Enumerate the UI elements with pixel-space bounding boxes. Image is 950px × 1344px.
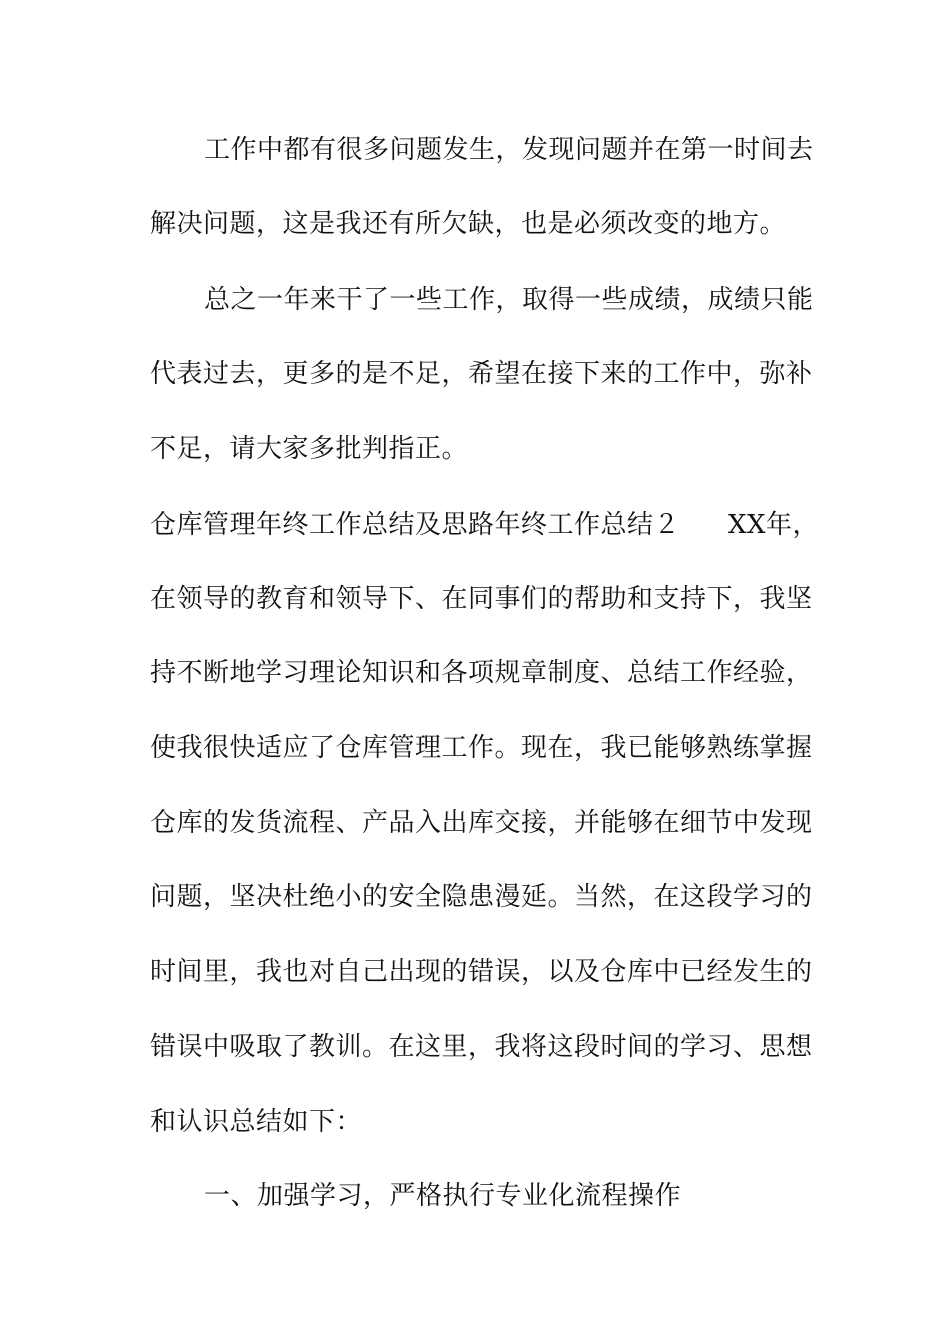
section-heading: 一、加强学习，严格执行专业化流程操作 (204, 1181, 682, 1211)
paragraph-line: 解决问题，这是我还有所欠缺，也是必须改变的地方。 (150, 209, 787, 239)
section-title-tail: XX年， (728, 510, 820, 540)
paragraph-line: 在领导的教育和领导下、在同事们的帮助和支持下，我坚 (150, 584, 813, 614)
paragraph-line: 代表过去，更多的是不足，希望在接下来的工作中，弥补 (150, 359, 813, 389)
paragraph-line: 总之一年来干了一些工作，取得一些成绩，成绩只能 (204, 285, 814, 315)
section-title-line (150, 508, 819, 542)
paragraph-line: 问题，坚决杜绝小的安全隐患漫延。当然，在这段学习的 (150, 882, 813, 912)
paragraph-line: 仓库的发货流程、产品入出库交接，并能够在细节中发现 (150, 808, 813, 838)
paragraph-line: 不足，请大家多批判指正。 (150, 434, 469, 464)
paragraph-line: 使我很快适应了仓库管理工作。现在，我已能够熟练掌握 (150, 733, 813, 763)
paragraph-line: 和认识总结如下： (150, 1107, 363, 1137)
paragraph-line: 时间里，我也对自己出现的错误，以及仓库中已经发生的 (150, 957, 813, 987)
section-title: 仓库管理年终工作总结及思路年终工作总结２ (150, 510, 681, 540)
paragraph-line: 持不断地学习理论知识和各项规章制度、总结工作经验， (150, 658, 813, 688)
paragraph-line: 工作中都有很多问题发生，发现问题并在第一时间去 (204, 135, 814, 165)
paragraph-line: 错误中吸取了教训。在这里，我将这段时间的学习、思想 (150, 1032, 813, 1062)
